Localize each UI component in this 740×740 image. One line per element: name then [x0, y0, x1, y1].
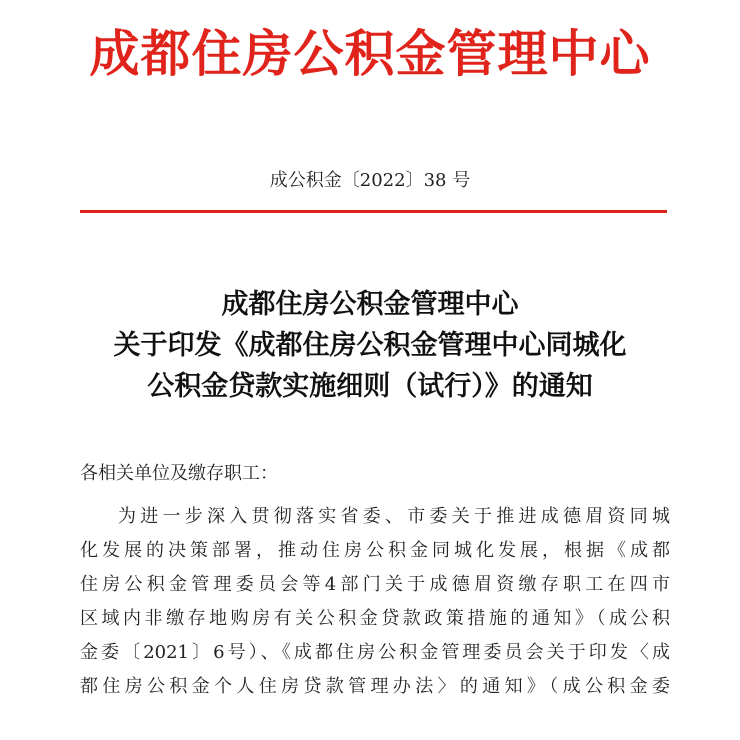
body-line-5: 金委〔2021〕6号）、《成都住房公积金管理委员会关于印发〈成 [80, 642, 670, 663]
organization-header: 成都住房公积金管理中心 [89, 25, 651, 83]
red-divider-line [80, 210, 667, 213]
title-line-1: 成都住房公积金管理中心 [221, 289, 519, 320]
body-paragraph [80, 500, 670, 704]
document-number: 成公积金〔2022〕38 号 [269, 170, 471, 191]
body-line-3: 住房公积金管理委员会等4部门关于成德眉资缴存职工在四市 [80, 574, 670, 595]
title-line-2: 关于印发《成都住房公积金管理中心同城化 [113, 330, 627, 361]
body-line-6: 都住房公积金个人住房贷款管理办法〉的通知》（成公积金委 [80, 676, 670, 697]
salutation: 各相关单位及缴存职工： [80, 463, 278, 484]
body-line-2: 化发展的决策部署，推动住房公积金同城化发展，根据《成都 [80, 540, 670, 561]
body-line-1: 为进一步深入贯彻落实省委、市委关于推进成德眉资同城 [118, 506, 670, 527]
title-line-3: 公积金贷款实施细则（试行）》的通知 [147, 371, 593, 402]
document-title [0, 284, 740, 407]
body-line-4: 区域内非缴存地购房有关公积金贷款政策措施的通知》（成公积 [80, 608, 670, 629]
